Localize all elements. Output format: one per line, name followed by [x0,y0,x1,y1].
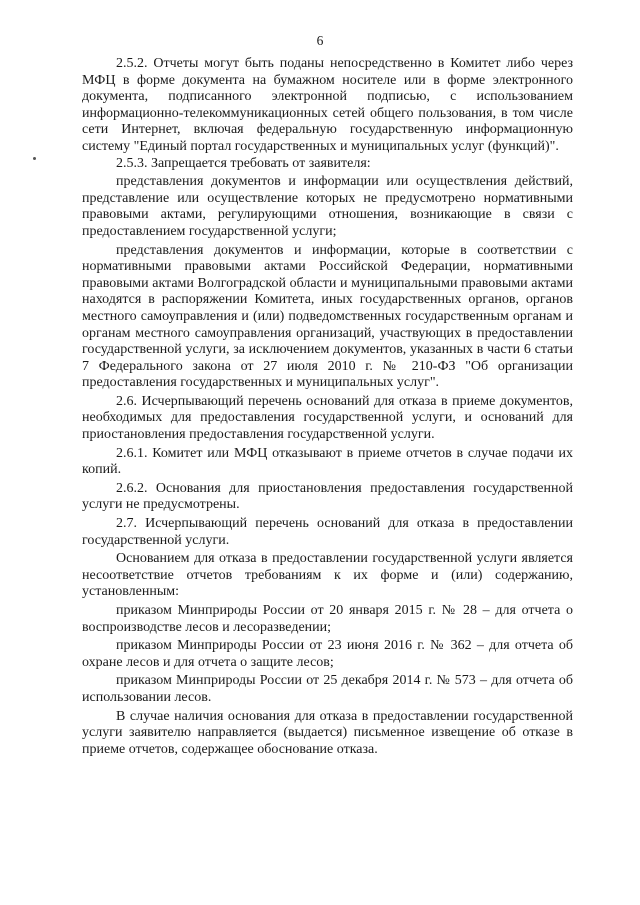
paragraph-2-6-2: 2.6.2. Основания для приостановления предоставления государственной услуги не предусмотрены. [82,480,573,513]
paragraph-2-5-2: 2.5.2. Отчеты могут быть поданы непосредственно в Комитет либо через МФЦ в форме документа на бумажном носителе или в форме электронного документа, подписанного электронной подписью, с использованием информационно-телекоммуникационных сетей общего пользования, в том числе сети Интернет, включая федеральную государственную информационную систему "Единый портал государственных и муниципальных услуг (функций)". [82,56,573,154]
paragraph-prohibition-documents: представления документов и информации, которые в соответствии с нормативными правовыми актами Российской Федерации, нормативными правовыми актами Волгоградской области и муниципальными правовыми актами находятся в распоряжении Комитета, иных государственных органов, органов местного самоуправления и (или) подведомственных государственным органам и органам местного самоуправления организаций, участвующих в предоставлении государственной услуги, за исключением документов, указанных в части 6 статьи 7 Федерального закона от 27 июля 2010 г. № 210-ФЗ "Об организации предоставления государственных и муниципальных услуг". [82,242,573,391]
paragraph-order-28: приказом Минприроды России от 20 января 2015 г. № 28 – для отчета о воспроизводстве лесов и лесоразведении; [82,603,573,635]
paragraph-order-362: приказом Минприроды России от 23 июня 2016 г. № 362 – для отчета об охране лесов и для отчета о защите лесов; [82,638,573,670]
paragraph-2-7: 2.7. Исчерпывающий перечень оснований для отказа в предоставлении государственной услуги. [82,516,573,548]
paragraph-refusal-notice: В случае наличия основания для отказа в предоставлении государственной услуги заявителю направляется (выдается) письменное извещение об отказе в приеме отчетов, содержащее обоснование отказа. [82,708,573,757]
document-body [82,56,573,758]
margin-mark [33,157,36,160]
paragraph-2-6: 2.6. Исчерпывающий перечень оснований для отказа в приеме документов, необходимых для предоставления государственной услуги, и оснований для приостановления предоставления государственной услуги. [82,393,573,443]
paragraph-2-6-1: 2.6.1. Комитет или МФЦ отказывают в приеме отчетов в случае подачи их копий. [82,445,573,478]
paragraph-refusal-basis: Основанием для отказа в предоставлении государственной услуги является несоответствие отчетов требованиям к их форме и (или) содержанию, установленным: [82,551,573,600]
paragraph-2-5-3: 2.5.3. Запрещается требовать от заявителя: [116,155,371,171]
paragraph-order-573: приказом Минприроды России от 25 декабря 2014 г. № 573 – для отчета об использовании лесов. [82,673,573,705]
page-number: 6 [316,33,324,48]
paragraph-prohibition-actions: представления документов и информации или осуществления действий, представление или осуществление которых не предусмотрено нормативными правовыми актами, регулирующими отношения, возникающие в связи с предоставлением государственной услуги; [82,174,573,239]
